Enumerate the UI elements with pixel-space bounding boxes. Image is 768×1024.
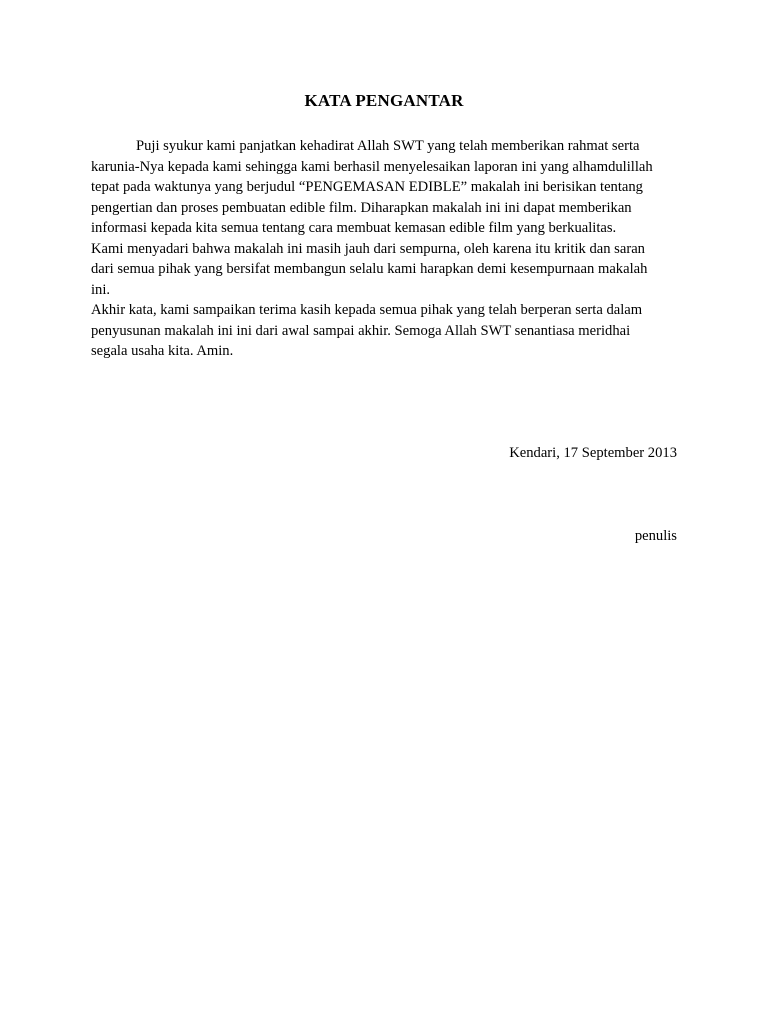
document-body [91, 136, 681, 362]
paragraph-3 [91, 300, 681, 362]
page-title: KATA PENGANTAR [304, 91, 464, 110]
paragraph-line: karunia-Nya kepada kami sehingga kami berhasil menyelesaikan laporan ini yang alhamdulillah [91, 158, 653, 175]
paragraph-line: Akhir kata, kami sampaikan terima kasih kepada semua pihak yang telah berperan serta dalam [91, 302, 643, 318]
paragraph-line: segala usaha kita. Amin. [91, 343, 234, 359]
paragraph-line: informasi kepada kita semua tentang cara membuat kemasan edible film yang berkualitas. [91, 220, 617, 236]
place-date: Kendari, 17 September 2013 [509, 445, 677, 461]
paragraph-line: Kami menyadari bahwa makalah ini masih jauh dari sempurna, oleh karena itu kritik dan saran [91, 240, 645, 257]
paragraph-line: Puji syukur kami panjatkan kehadirat Allah SWT yang telah memberikan rahmat serta [136, 138, 640, 154]
paragraph-line: pengertian dan proses pembuatan edible film. Diharapkan makalah ini ini dapat memberikan [91, 199, 632, 216]
paragraph-line: penyusunan makalah ini ini dari awal sampai akhir. Semoga Allah SWT senantiasa meridhai [91, 322, 631, 339]
paragraph-line: tepat pada waktunya yang berjudul “PENGEMASAN EDIBLE” makalah ini berisikan tentang [91, 179, 643, 195]
paragraph-line: ini. [91, 281, 111, 298]
author-signature: penulis [634, 528, 677, 544]
paragraph-1 [91, 136, 681, 239]
paragraph-2 [91, 239, 681, 301]
paragraph-line: dari semua pihak yang bersifat membangun selalu kami harapkan demi kesempurnaan makalah [91, 261, 648, 277]
